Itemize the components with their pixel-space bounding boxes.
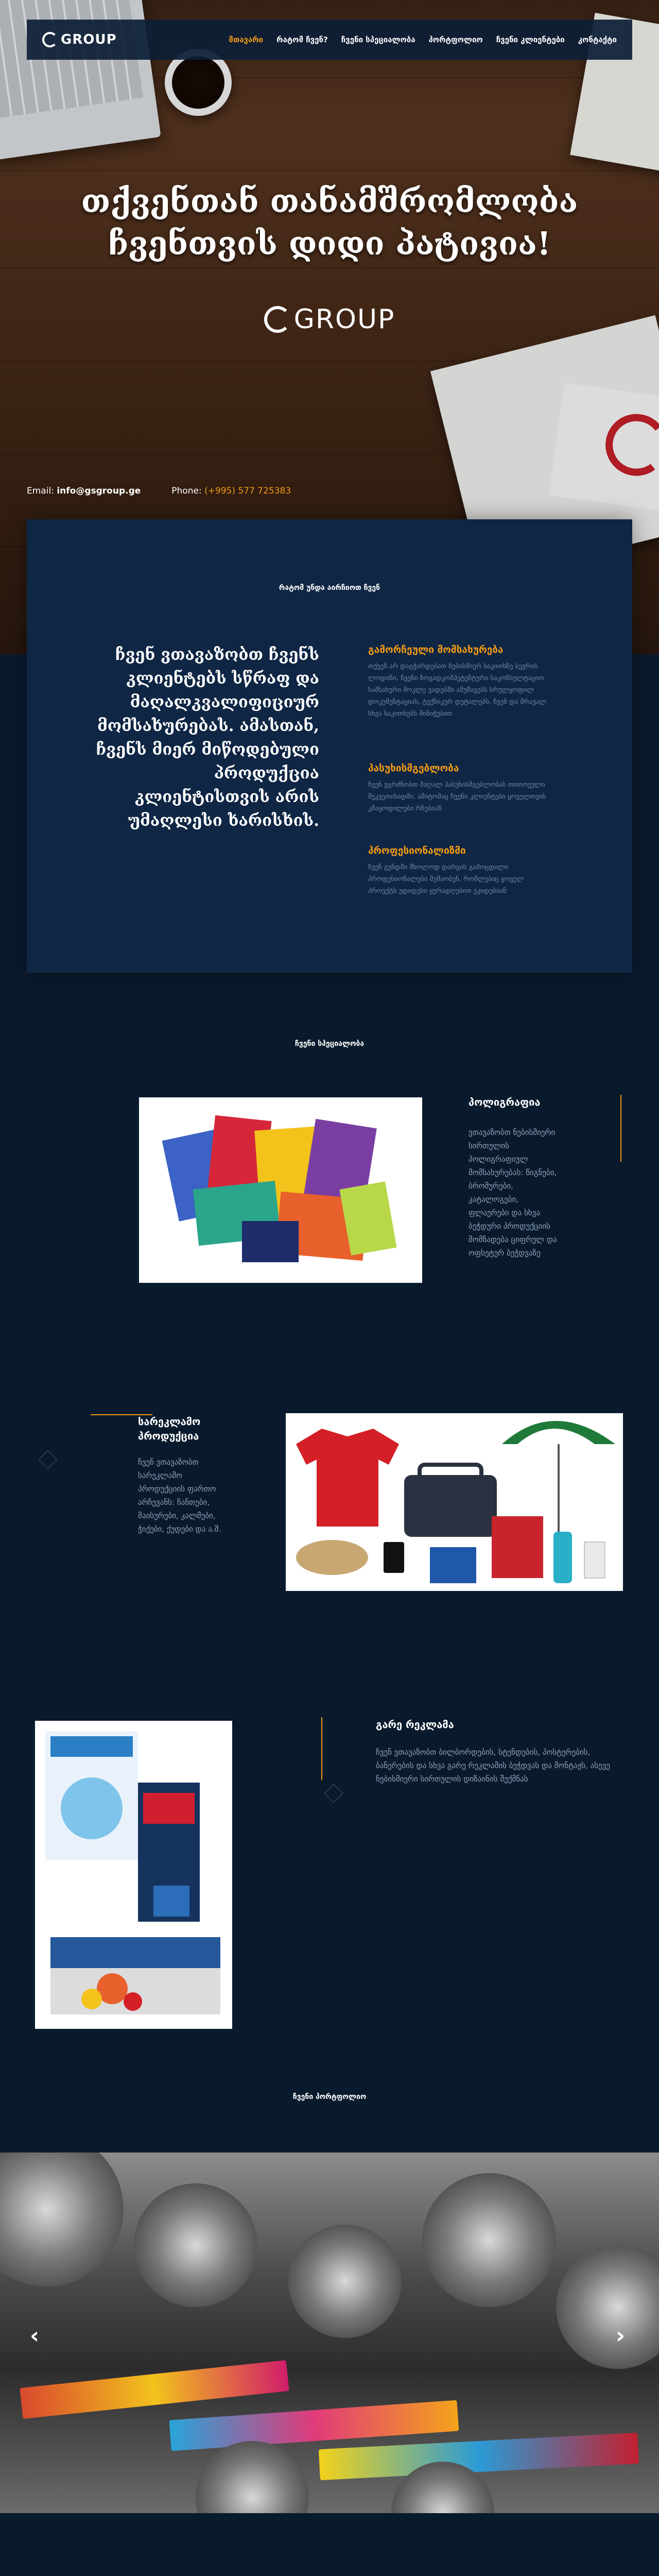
nav-brand-text: GROUP <box>61 32 117 47</box>
feature-service <box>368 644 553 720</box>
service-text-promo: ჩვენ ვთავაზობთ სარეკლამო პროდუქციის ფართო არჩევანს: ჩანთები, მაისურები, კალმები, ჭიქები, ქუდები და ა.შ. <box>138 1458 221 1534</box>
logo-mark-icon <box>42 32 58 47</box>
navbar <box>27 20 632 60</box>
service-text-outdoor: ჩვენ ვთავაზობთ ბილბორდების, სტენდების, პოსტერების, ბანერების და სხვა გარე რეკლამის ბეჭდვას და მონტაჟს, ასევე ნებისმიერი სირთულის დიზაინის შექმნას <box>376 1748 611 1784</box>
promo-products-image <box>286 1413 623 1591</box>
hero-title-line-1: თქვენთან თანამშრომლობა <box>81 182 578 220</box>
nav-logo[interactable] <box>42 32 117 47</box>
hero-title <box>0 180 659 265</box>
feature-title: პასუხისმგებლობა <box>368 762 459 774</box>
email-contact: Email: info@gsgroup.ge <box>27 486 141 496</box>
nav-item-why-us[interactable]: რატომ ჩვენ? <box>276 35 328 44</box>
nav-item-portfolio[interactable]: პორტფოლიო <box>428 35 483 44</box>
nav-menu <box>229 35 617 44</box>
outdoor-advertising-image <box>35 1721 232 2029</box>
hero-title-line-2: ჩვენთვის დიდი პატივია! <box>108 225 551 262</box>
service-title-outdoor: გარე რეკლამა <box>376 1718 454 1731</box>
feature-responsibility <box>368 762 553 815</box>
contact-bar <box>27 486 291 496</box>
hero-logo-text: GROUP <box>293 304 395 335</box>
feature-text: თქვენ არ დაგჭირდებათ ნებისმიერ საკითხზე ბევრის ლოდინი, ჩვენი ზოგადკომპეტენტური საკონსულტაციო სამსახური მოკლე ვადებში ამუშავებს სრულყოფილ დოკუმენტაციას, ტექნიკურ დეტალებს, ჩვენ და მრავალ სხვა საკითხებს მინიჭებით <box>368 663 547 718</box>
service-text-polygraphy: ვთავაზობთ ნებისმიერი სირთულის პოლიგრაფიულ მომსახურებას: წიგნები, ბროშურები, კატალოგები, ფლაერები და სხვა ბეჭდური პროდუქციის მომზადება ციფრულ და ოფსეტურ ბეჭდვაზე <box>469 1128 557 1258</box>
feature-text: ჩვენ გუნდში მხოლოდ დარგის გამოცდილი პროფესიონალები მუშაობენ, რომლებიც ყოველ პროექტს უდიდესი ყურადღებით ეკიდებიან <box>368 863 524 895</box>
nav-item-home[interactable]: მთავარი <box>229 35 264 44</box>
nav-item-specialty[interactable]: ჩვენი სპეციალობა <box>341 35 415 44</box>
service-title-polygraphy: პოლიგრაფია <box>469 1096 541 1108</box>
feature-title: პროფესიონალიზმი <box>368 845 466 856</box>
portfolio-heading: ჩვენი პორტფოლიო <box>292 2093 367 2101</box>
portfolio-slider[interactable] <box>0 2153 659 2513</box>
hero-logo <box>0 304 659 335</box>
feature-title: გამორჩეული მომსახურება <box>368 644 504 655</box>
chevron-right-icon[interactable]: › <box>616 2323 626 2349</box>
email-link[interactable]: info@gsgroup.ge <box>57 486 141 496</box>
why-us-main-text: ჩვენ ვთავაზობთ ჩვენს კლიენტებს სწრაფ და მაღალკვალიფიციურ მომსახურებას. ამასთან, ჩვენს მიერ მიწოდებული პროდუქცია კლიენტისთვის არის უმაღლესი ხარისხის. <box>96 646 319 830</box>
services-heading: ჩვენი სპეციალობა <box>294 1040 365 1048</box>
printing-products-image <box>139 1097 422 1283</box>
phone-link[interactable]: (+995) 577 725383 <box>204 486 291 496</box>
feature-text: ჩვენ ვგრძნობთ მაღალ პასუხისმგებლობას თითოეული შეკვეთისადმი. ამიტომაც ჩვენი კლიენტები ყოველთვის კმაყოფილები რჩებიან <box>368 781 546 812</box>
chevron-left-icon[interactable]: ‹ <box>30 2323 40 2349</box>
feature-professionalism <box>368 845 553 897</box>
why-us-heading: რატომ უნდა აირჩიოთ ჩვენ <box>279 584 380 592</box>
logo-mark-icon <box>264 306 291 333</box>
nav-item-contact[interactable]: კონტაქტი <box>578 35 617 44</box>
service-title-promo: სარეკლამო პროდუქცია <box>138 1415 201 1442</box>
nav-item-clients[interactable]: ჩვენი კლიენტები <box>496 35 565 44</box>
phone-contact: Phone: (+995) 577 725383 <box>171 486 291 496</box>
